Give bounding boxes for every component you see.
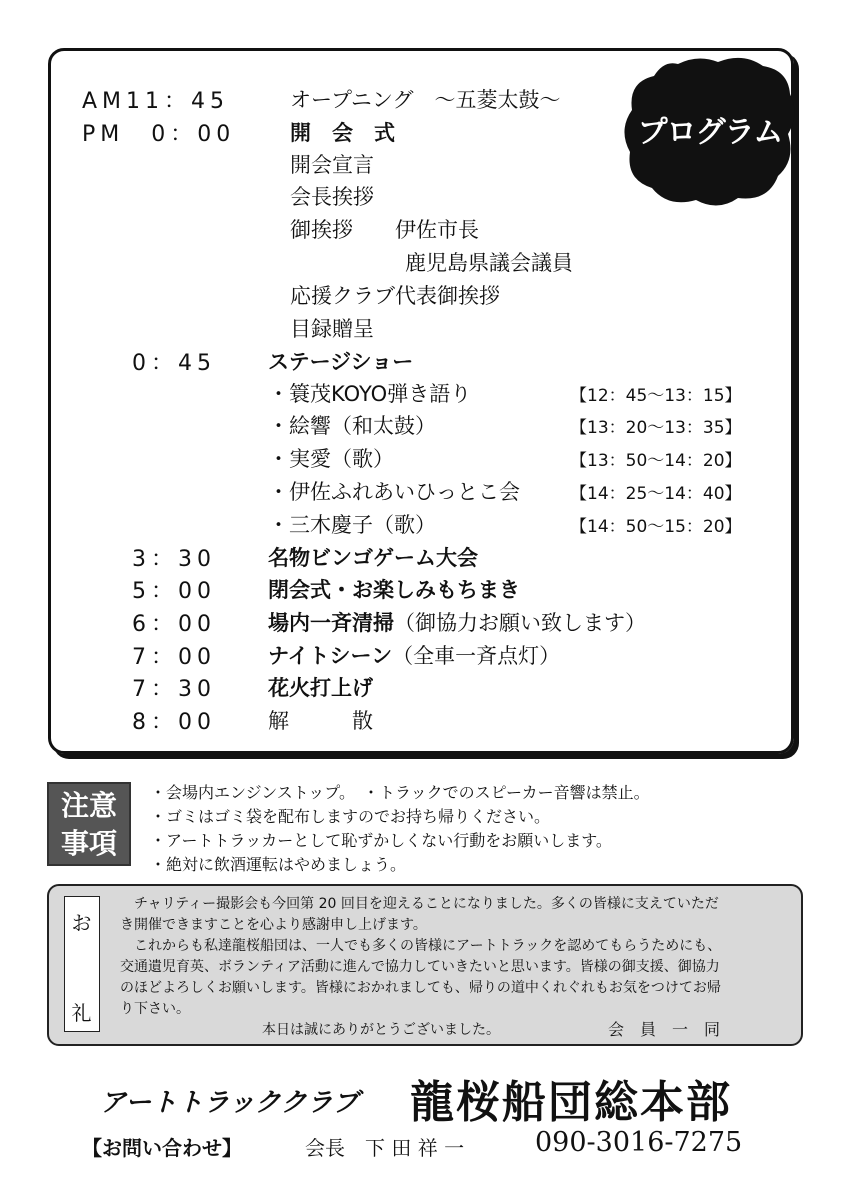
schedule-event: 開会宣言 bbox=[290, 153, 374, 177]
schedule-event: 応援クラブ代表御挨拶 bbox=[290, 284, 500, 308]
schedule-event: オープニング ～五菱太鼓～ bbox=[290, 88, 561, 112]
note-item: ・会場内エンジンストップ。 ・トラックでのスピーカー音響は禁止。 bbox=[150, 783, 650, 802]
schedule-row bbox=[0, 672, 850, 704]
schedule-row bbox=[0, 542, 850, 574]
schedule-row bbox=[0, 346, 850, 378]
schedule-time: 3：30 bbox=[132, 547, 216, 572]
schedule-row bbox=[0, 149, 850, 181]
notes-badge-line: 事項 bbox=[60, 827, 117, 860]
contact-label: 【お問い合わせ】 bbox=[82, 1136, 242, 1160]
schedule-event: 花火打上げ bbox=[268, 676, 373, 700]
stage-act-time: 【14：25～14：40】 bbox=[570, 484, 742, 504]
schedule-row bbox=[0, 705, 850, 737]
schedule-event-main: ナイトシーン bbox=[268, 644, 393, 668]
contact-name: 会長 下 田 祥 一 bbox=[305, 1136, 465, 1160]
thanks-line: き開催できますことを心より感謝申し上げます。 bbox=[120, 917, 427, 933]
stage-act-time: 【12：45～13：15】 bbox=[570, 386, 742, 406]
schedule-event-note: （全車一斉点灯） bbox=[392, 644, 561, 668]
thanks-label-bottom: 礼 bbox=[71, 1001, 92, 1025]
stage-act-row bbox=[0, 476, 850, 508]
program-badge-label: プログラム bbox=[637, 115, 783, 150]
note-item: ・絶対に飲酒運転はやめましょう。 bbox=[150, 855, 407, 874]
schedule-row bbox=[0, 574, 850, 606]
schedule-time: PM 0：00 bbox=[82, 122, 236, 147]
schedule-time: 5：00 bbox=[132, 579, 216, 604]
stage-act-row bbox=[0, 410, 850, 442]
stage-act-time: 【14：50～15：20】 bbox=[570, 517, 742, 537]
stage-act: ・三木慶子（歌） bbox=[268, 513, 436, 537]
schedule-event-note: （御協力お願い致します） bbox=[394, 611, 646, 635]
thanks-signature: 会 員 一 同 bbox=[608, 1020, 721, 1039]
schedule-row bbox=[0, 607, 850, 639]
thanks-label bbox=[64, 896, 100, 1032]
schedule-time: 7：00 bbox=[132, 645, 216, 670]
note-item: ・ゴミはゴミ袋を配布しますのでお持ち帰りください。 bbox=[150, 807, 551, 826]
schedule-row bbox=[0, 280, 850, 312]
schedule-event: 御挨拶 伊佐市長 bbox=[290, 218, 479, 242]
schedule-event: ステージショー bbox=[268, 350, 414, 374]
schedule-row bbox=[0, 247, 850, 279]
stage-act: ・実愛（歌） bbox=[268, 447, 394, 471]
stage-act-time: 【13：50～14：20】 bbox=[570, 451, 742, 471]
notes-badge-line: 注意 bbox=[60, 789, 117, 822]
schedule-event-main: 場内一斉清掃 bbox=[268, 611, 394, 635]
stage-act: ・絵響（和太鼓） bbox=[268, 414, 436, 438]
schedule-row bbox=[0, 313, 850, 345]
schedule-row bbox=[0, 84, 850, 116]
schedule-event: 名物ビンゴゲーム大会 bbox=[268, 546, 478, 570]
thanks-label-top: お bbox=[71, 911, 92, 935]
club-name: アートトラッククラブ bbox=[100, 1088, 359, 1118]
stage-act-row bbox=[0, 443, 850, 475]
thanks-line: チャリティー撮影会も今回第 20 回目を迎えることになりました。多くの皆様に支えていただ bbox=[120, 896, 719, 912]
thanks-line: のほどよろしくお願いします。皆様におかれましても、帰りの道中くれぐれもお気をつけてお帰 bbox=[120, 980, 721, 996]
schedule-time: 0：45 bbox=[132, 351, 216, 376]
stage-act-row bbox=[0, 378, 850, 410]
stage-act: ・簑茂KOYO弾き語り bbox=[268, 382, 472, 406]
stage-act-row bbox=[0, 509, 850, 541]
note-item: ・アートトラッカーとして恥ずかしくない行動をお願いします。 bbox=[150, 831, 612, 850]
schedule-event: 閉会式・お楽しみもちまき bbox=[268, 578, 520, 602]
schedule-time: AM11：45 bbox=[82, 89, 230, 114]
stage-act-time: 【13：20～13：35】 bbox=[570, 418, 742, 438]
stage-act: ・伊佐ふれあいひっとこ会 bbox=[268, 480, 520, 504]
schedule-event: 目録贈呈 bbox=[290, 317, 374, 341]
schedule-row bbox=[0, 117, 850, 149]
schedule-event bbox=[268, 607, 646, 637]
thanks-line: り下さい。 bbox=[120, 1001, 190, 1017]
contact-phone: 090-3016-7275 bbox=[535, 1127, 743, 1158]
schedule-event: 開 会 式 bbox=[290, 121, 395, 145]
thanks-line: これからも私達龍桜船団は、一人でも多くの皆様にアートトラックを認めてもらうためにも、 bbox=[120, 938, 722, 954]
schedule-event: 解 散 bbox=[268, 709, 373, 733]
thanks-line: 交通遺児育英、ボランティア活動に進んで協力していきたいと思います。皆様の御支援、御協力 bbox=[120, 959, 720, 975]
schedule-time: 6：00 bbox=[132, 612, 216, 637]
notes-badge bbox=[47, 782, 131, 866]
schedule-row bbox=[0, 214, 850, 246]
schedule-time: 8：00 bbox=[132, 710, 216, 735]
hq-name: 龍桜船団総本部 bbox=[410, 1077, 732, 1128]
schedule-event: 鹿児島県議会議員 bbox=[405, 251, 573, 275]
schedule-row bbox=[0, 640, 850, 672]
schedule-event bbox=[268, 640, 560, 670]
schedule-row bbox=[0, 181, 850, 213]
schedule-time: 7：30 bbox=[132, 677, 216, 702]
thanks-closing: 本日は誠にありがとうございました。 bbox=[262, 1022, 500, 1038]
schedule-event: 会長挨拶 bbox=[290, 185, 374, 209]
